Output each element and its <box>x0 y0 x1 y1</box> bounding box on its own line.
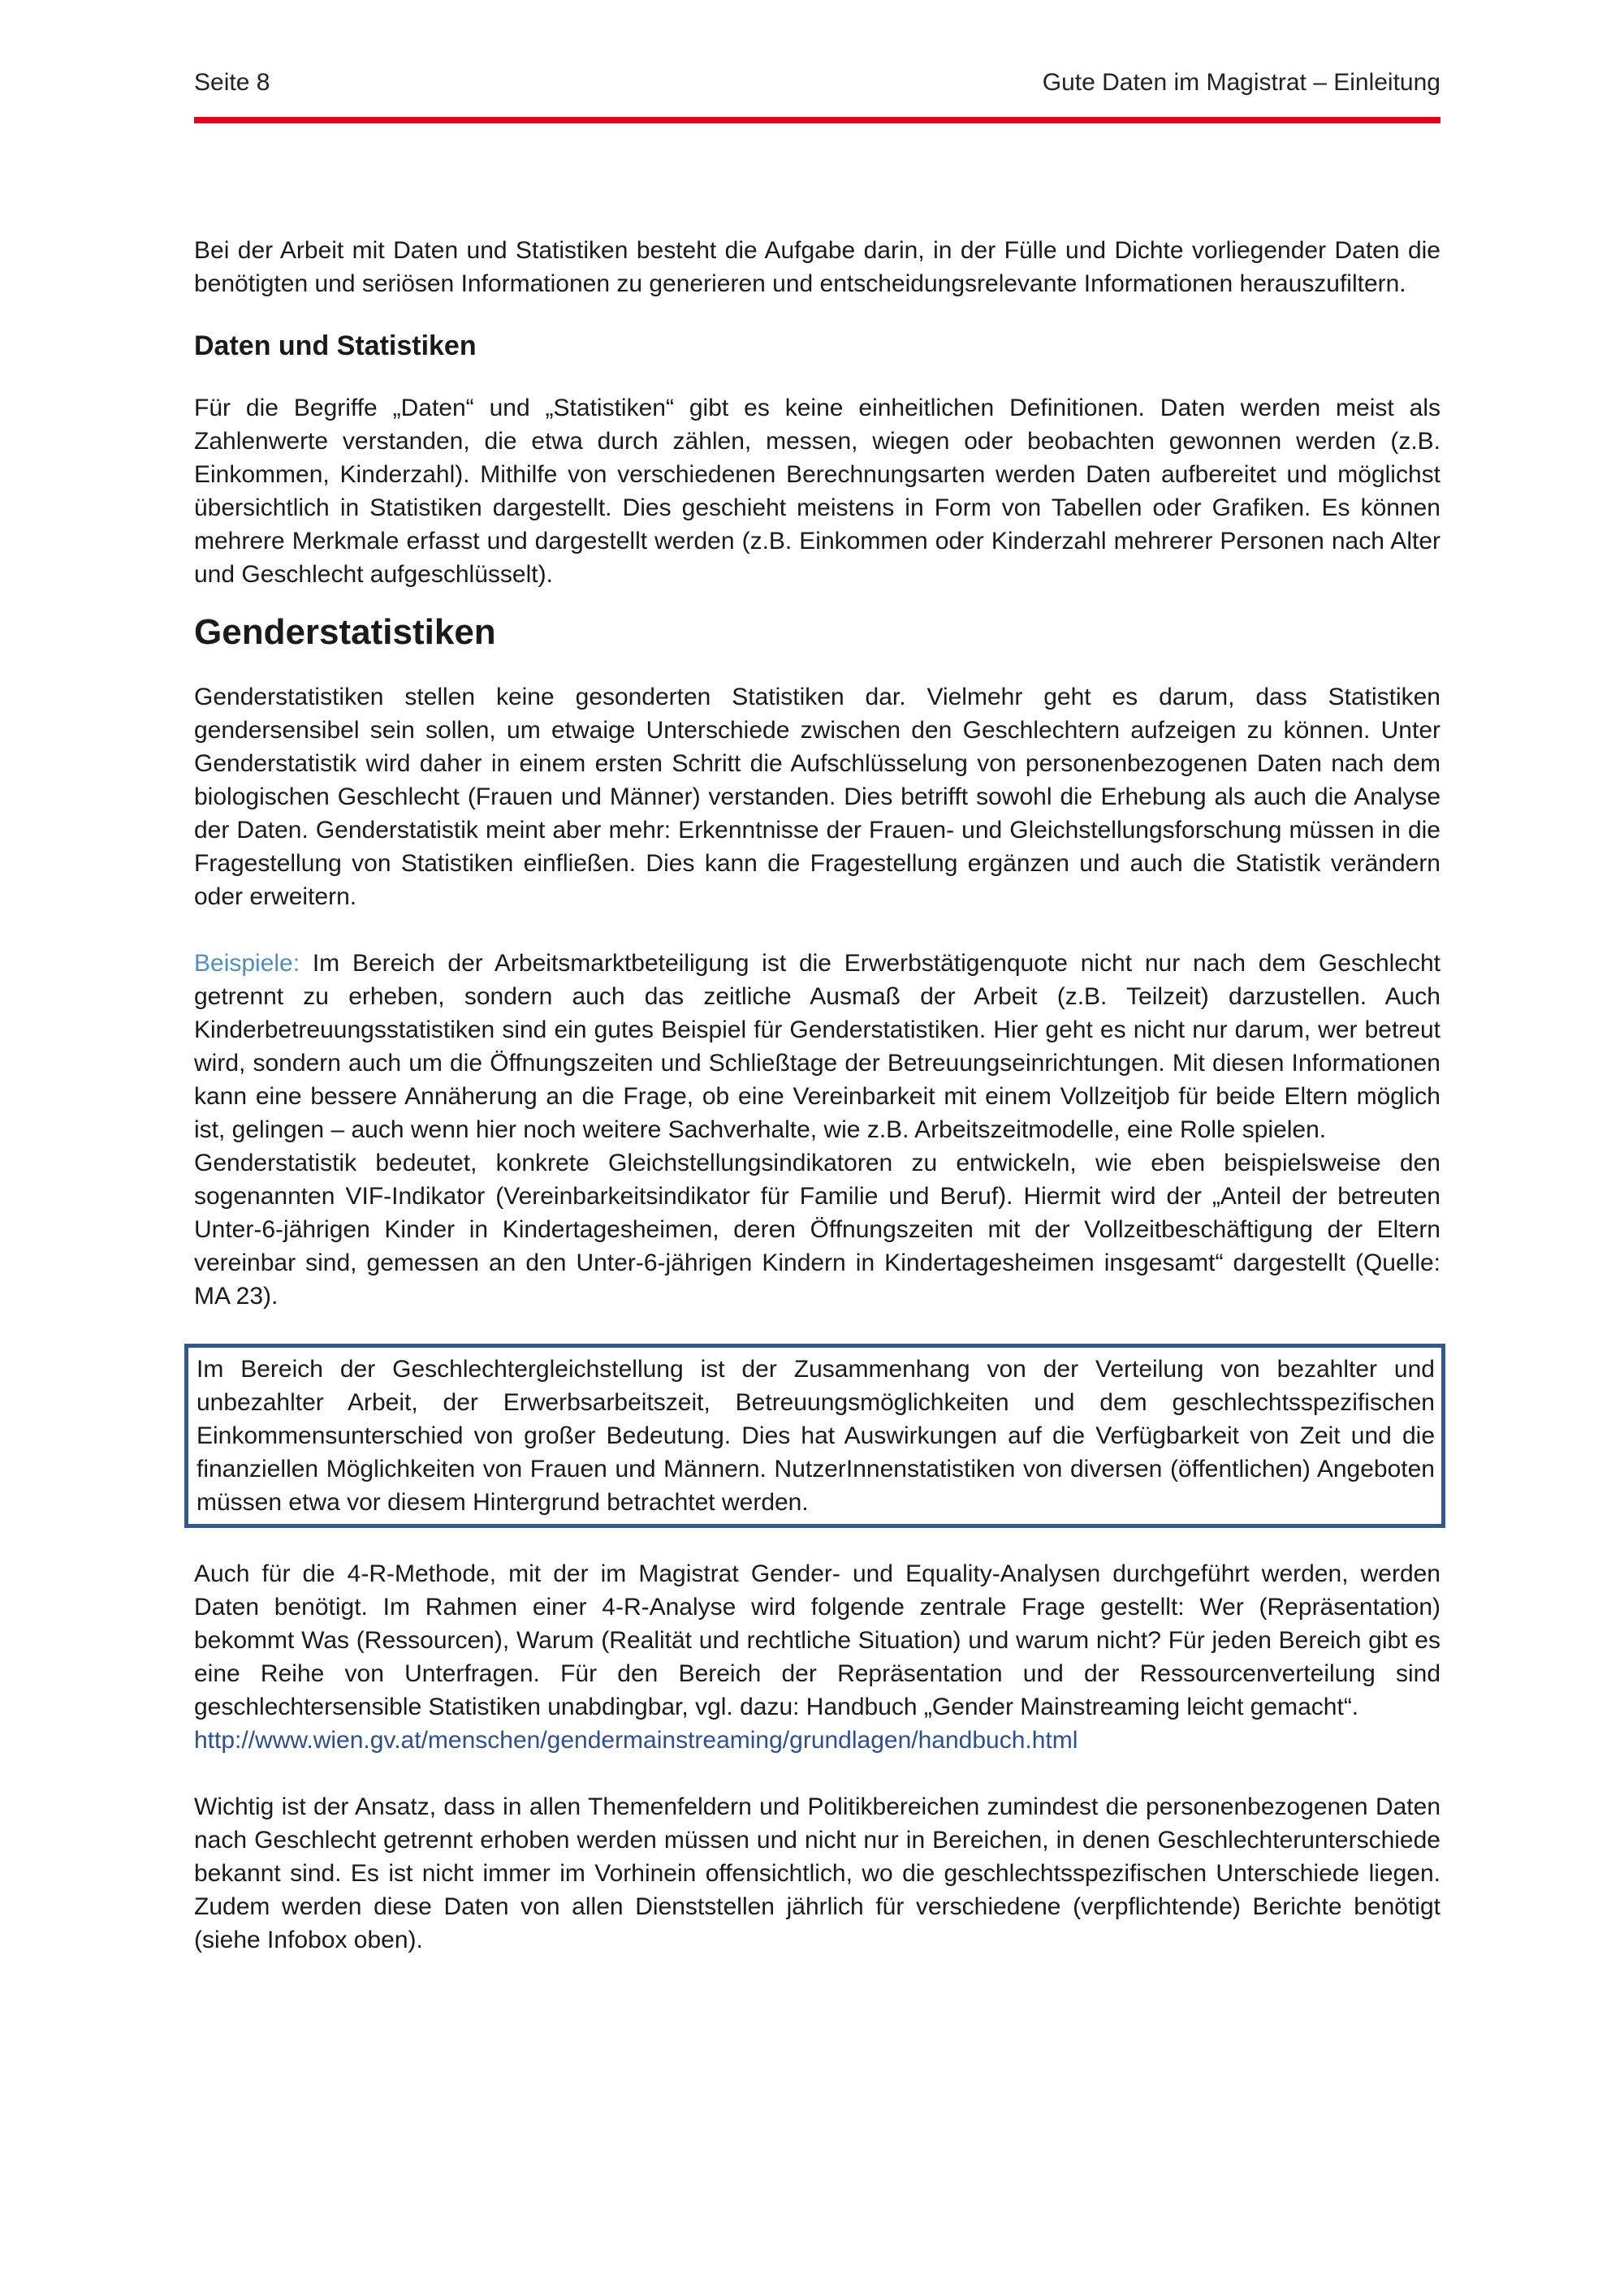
header-rule <box>194 117 1440 123</box>
running-title: Gute Daten im Magistrat – Einleitung <box>1042 69 1440 96</box>
intro-paragraph: Bei der Arbeit mit Daten und Statistiken besteht die Aufgabe darin, in der Fülle und Dichte vorliegender Daten die benötigten und seriösen Informationen zu generieren und entscheidungsrelevante Informationen herauszufiltern. <box>194 237 1440 297</box>
daten-paragraph: Für die Begriffe „Daten“ und „Statistiken“ gibt es keine einheitlichen Definitionen. Daten werden meist als Zahlenwerte verstanden, die etwa durch zählen, messen, wiegen oder beobachten gewonnen werden (z.B. Einkommen, Kinderzahl). Mithilfe von verschiedenen Berechnungsarten werden Daten aufbereitet und möglichst übersichtlich in Statistiken dargestellt. Dies geschieht meistens in Form von Tabellen oder Grafiken. Es können mehrere Merkmale erfasst und dargestellt werden (z.B. Einkommen oder Kinderzahl mehrerer Personen nach Alter und Geschlecht aufgeschlüsselt). <box>194 395 1440 588</box>
examples-paragraph <box>194 947 1440 1146</box>
info-box <box>184 1344 1445 1528</box>
section-heading-gender: Genderstatistiken <box>194 612 496 652</box>
handbook-link-line <box>194 1724 1440 1757</box>
info-box-text: Im Bereich der Geschlechtergleichstellung ist der Zusammenhang von der Verteilung von bezahlter und unbezahlter Arbeit, der Erwerbsarbeitszeit, Betreuungsmöglichkeiten und dem geschlechtsspezifischen Einkommensunterschied von großer Bedeutung. Dies hat Auswirkungen auf die Verfügbarkeit von Zeit und die finanziellen Möglichkeiten von Frauen und Männern. NutzerInnenstatistiken von diversen (öffentlichen) Angeboten müssen etwa vor diesem Hintergrund betrachtet werden. <box>197 1356 1435 1516</box>
closing-paragraph: Wichtig ist der Ansatz, dass in allen Themenfeldern und Politikbereichen zumindest die personenbezogenen Daten nach Geschlecht getrennt erhoben werden müssen und nicht nur in Bereichen, in denen Geschlechterunterschiede bekannt sind. Es ist nicht immer im Vorhinein offensichtlich, wo die geschlechtsspezifischen Unterschiede liegen. Zudem werden diese Daten von allen Dienststellen jährlich für verschiedene (verpflichtende) Berichte benötigt (siehe Infobox oben). <box>194 1793 1440 1953</box>
page-content <box>194 234 1440 1957</box>
page-header <box>194 67 1440 99</box>
gender-paragraph: Genderstatistiken stellen keine gesonderten Statistiken dar. Vielmehr geht es darum, dass Statistiken gendersensibel sein sollen, um etwaige Unterschiede zwischen den Geschlechtern aufzeigen zu können. Unter Genderstatistik wird daher in einem ersten Schritt die Aufschlüsselung von personenbezogenen Daten nach dem biologischen Geschlecht (Frauen und Männer) verstanden. Dies betrifft sowohl die Erhebung als auch die Analyse der Daten. Genderstatistik meint aber mehr: Erkenntnisse der Frauen- und Gleichstellungsforschung müssen in die Fragestellung von Statistiken einfließen. Dies kann die Fragestellung ergänzen und auch die Statistik verändern oder erweitern. <box>194 684 1440 910</box>
handbook-link[interactable]: http://www.wien.gv.at/menschen/gendermainstreaming/grundlagen/handbuch.html <box>194 1727 1078 1754</box>
examples-text: Im Bereich der Arbeitsmarktbeteiligung ist die Erwerbstätigenquote nicht nur nach dem Geschlecht getrennt zu erheben, sondern auch das zeitliche Ausmaß der Arbeit (z.B. Teilzeit) darzustellen. Auch Kinderbetreuungsstatistiken sind ein gutes Beispiel für Genderstatistiken. Hier geht es nicht nur darum, wer betreut wird, sondern auch um die Öffnungszeiten und Schließtage der Betreuungseinrichtungen. Mit diesen Informationen kann eine bessere Annäherung an die Frage, ob eine Vereinbarkeit mit einem Vollzeitjob für beide Eltern möglich ist, gelingen – auch wenn hier noch weitere Sachverhalte, wie z.B. Arbeitszeitmodelle, eine Rolle spielen. <box>194 950 1440 1143</box>
page-number: Seite 8 <box>194 69 270 96</box>
method-paragraph: Auch für die 4-R-Methode, mit der im Magistrat Gender- und Equality-Analysen durchgeführt werden, werden Daten benötigt. Im Rahmen einer 4-R-Analyse wird folgende zentrale Frage gestellt: Wer (Repräsentation) bekommt Was (Ressourcen), Warum (Realität und rechtliche Situation) und warum nicht? Für jeden Bereich gibt es eine Reihe von Unterfragen. Für den Bereich der Repräsentation und der Ressourcenverteilung sind geschlechtersensible Statistiken unabdingbar, vgl. dazu: Handbuch „Gender Mainstreaming leicht gemacht“. <box>194 1560 1440 1720</box>
section-heading-daten: Daten und Statistiken <box>194 330 477 361</box>
examples-label: Beispiele: <box>194 950 300 977</box>
indicator-paragraph: Genderstatistik bedeutet, konkrete Gleichstellungsindikatoren zu entwickeln, wie eben beispielsweise den sogenannten VIF-Indikator (Vereinbarkeitsindikator für Familie und Beruf). Hiermit wird der „Anteil der betreuten Unter-6-jährigen Kinder in Kindertagesheimen, deren Öffnungszeiten mit der Vollzeitbeschäftigung der Eltern vereinbar sind, gemessen an den Unter-6-jährigen Kindern in Kindertagesheimen insgesamt“ dargestellt (Quelle: MA 23). <box>194 1150 1440 1310</box>
